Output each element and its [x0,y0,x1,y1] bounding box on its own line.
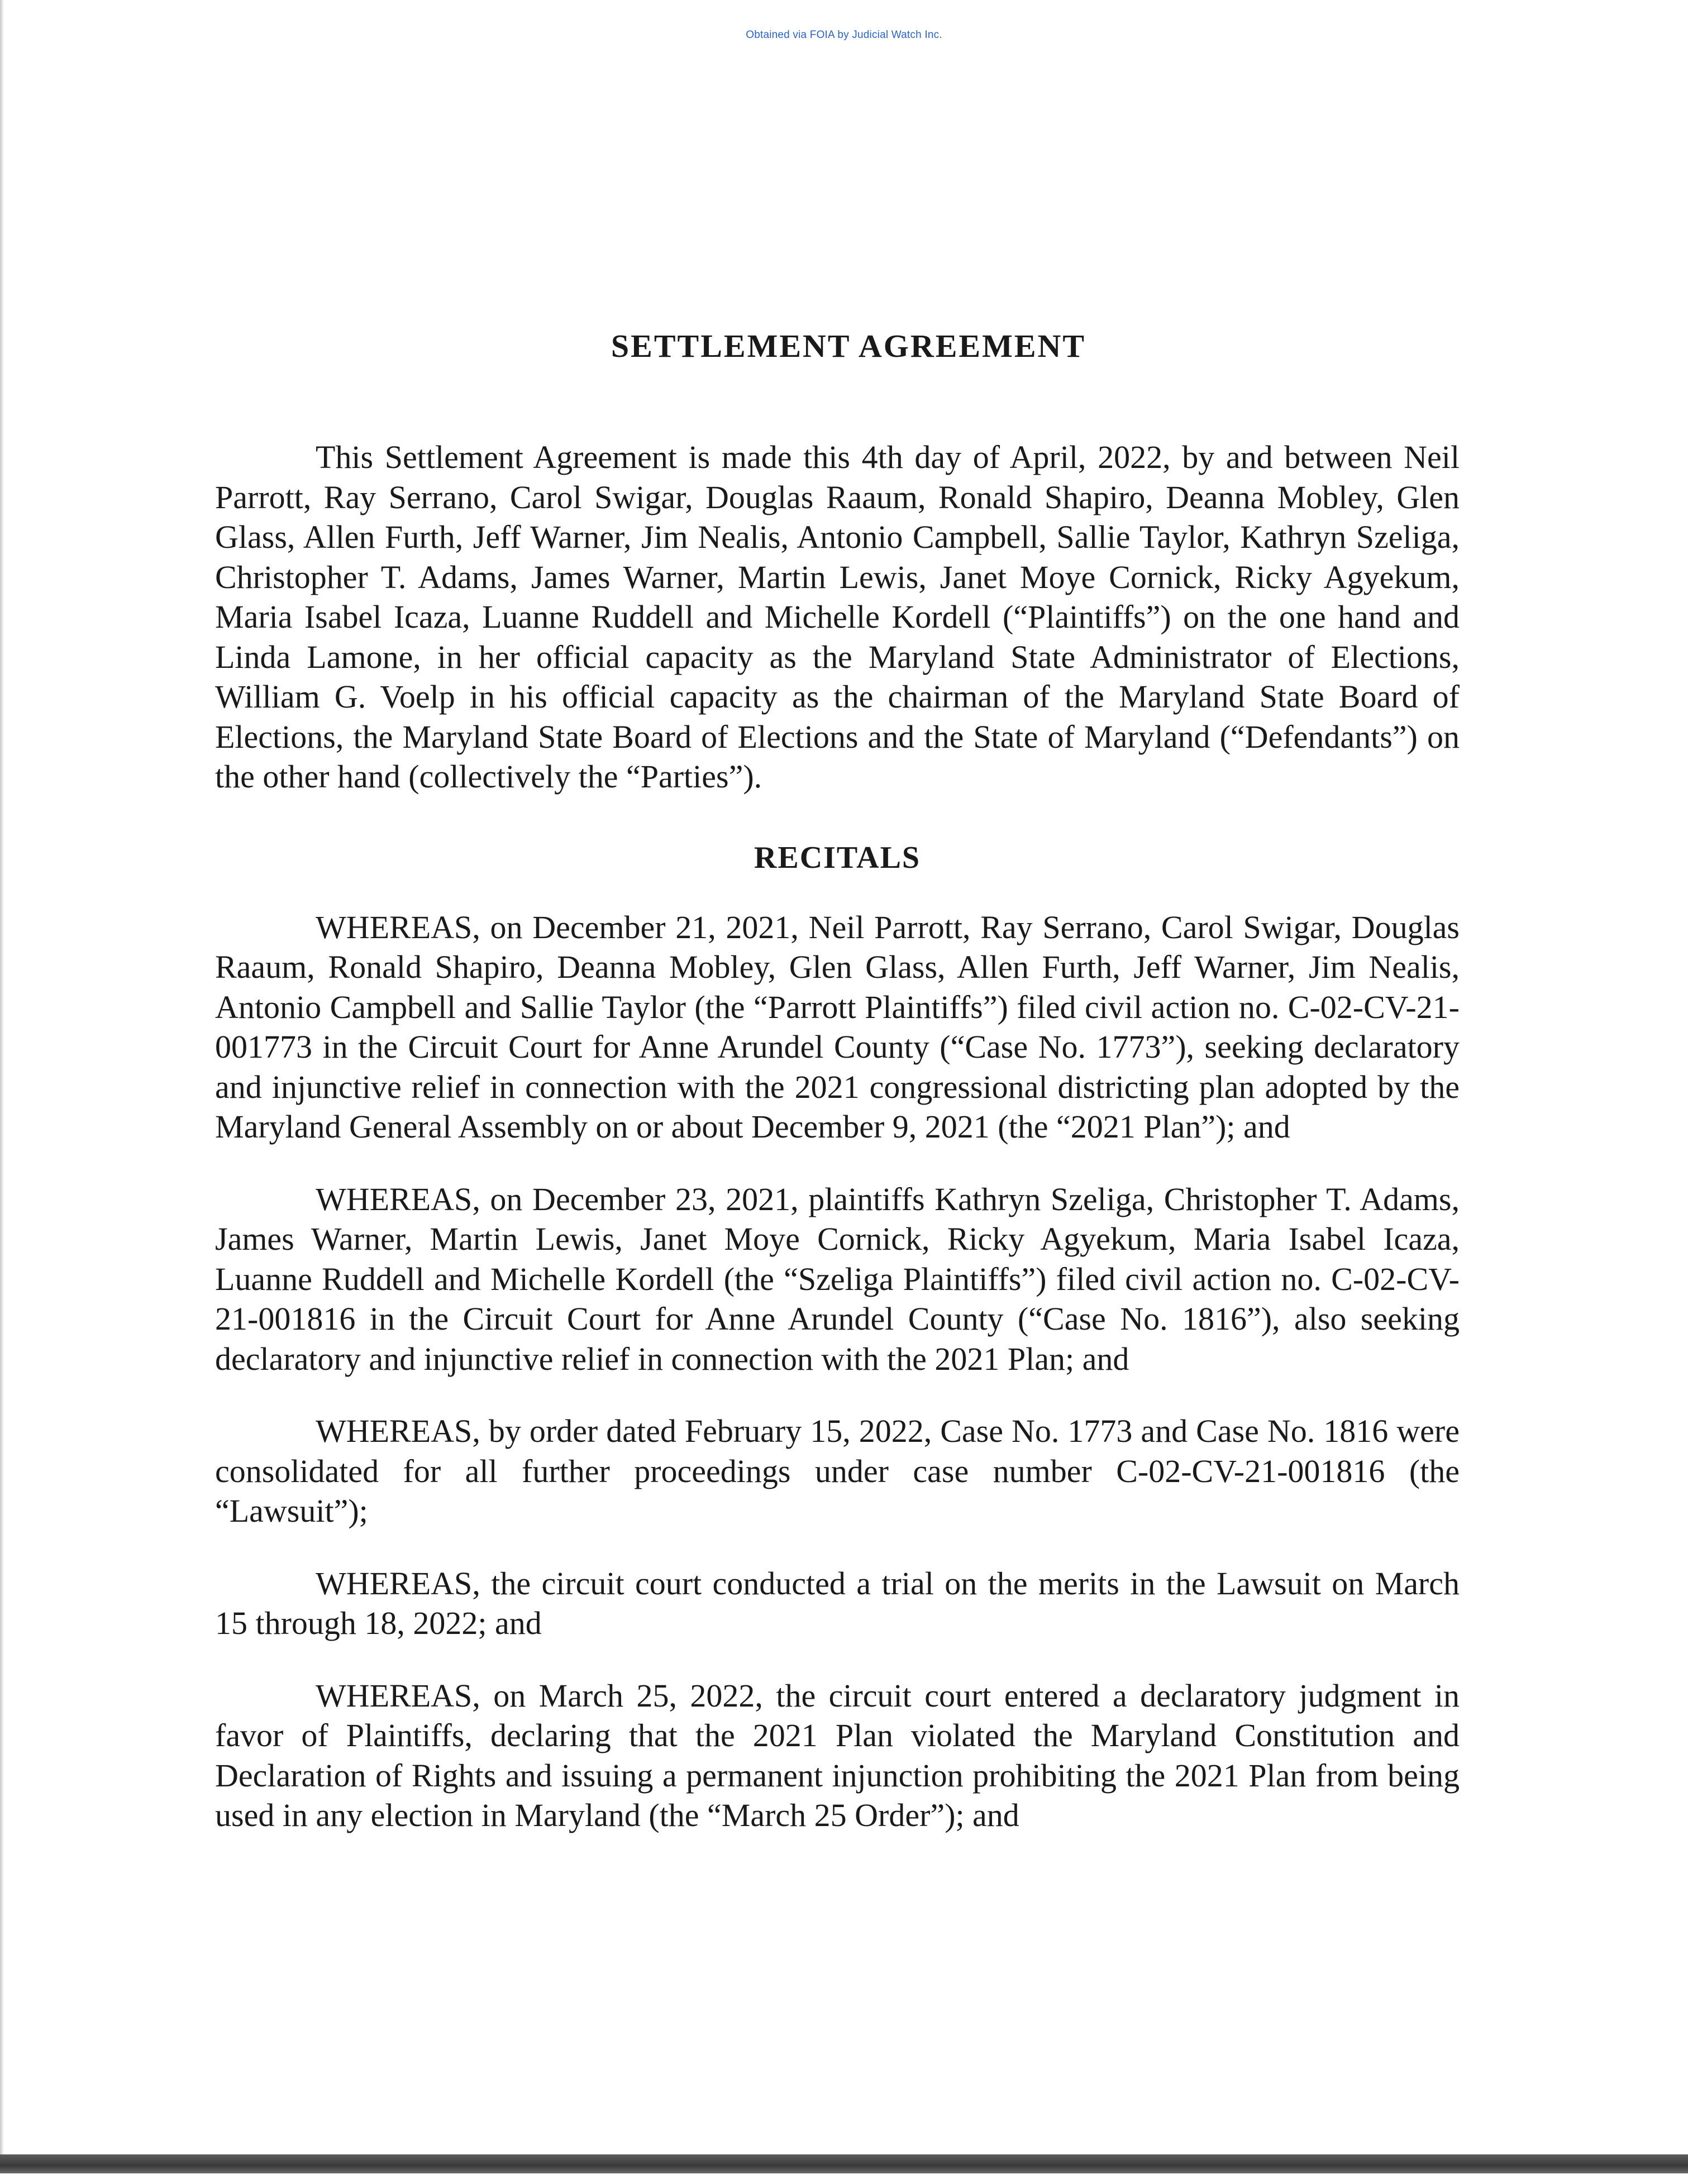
intro-paragraph: This Settlement Agreement is made this 4th day of April, 2022, by and between Neil Parrott, Ray Serrano, Carol Swigar, Douglas Raaum, Ronald Shapiro, Deanna Mobley, Glen Glass, Allen Furth, Jeff Warner, Jim Nealis, Antonio Campbell, Sallie Taylor, Kathryn Szeliga, Christopher T. Adams, James Warner, Martin Lewis, Janet Moye Cornick, Ricky Agyekum, Maria Isabel Icaza, Luanne Ruddell and Michelle Kordell (“Plaintiffs”) on the one hand and Linda Lamone, in her official capacity as the Maryland State Administrator of Elections, William G. Voelp in his official capacity as the chairman of the Maryland State Board of Elections, the Maryland State Board of Elections and the State of Maryland (“Defendants”) on the other hand (collectively the “Parties”). [215,439,1460,795]
recitals-heading: RECITALS [754,840,921,875]
recital-paragraph: WHEREAS, on December 21, 2021, Neil Parrott, Ray Serrano, Carol Swigar, Douglas Raaum, Ronald Shapiro, Deanna Mobley, Glen Glass, Allen Furth, Jeff Warner, Jim Nealis, Antonio Campbell and Sallie Taylor (the “Parrott Plaintiffs”) filed civil action no. C-02-CV-21-001773 in the Circuit Court for Anne Arundel County (“Case No. 1773”), seeking declaratory and injunctive relief in connection with the 2021 congressional districting plan adopted by the Maryland General Assembly on or about December 9, 2021 (the “2021 Plan”); and [215,909,1460,1145]
recital-paragraph: WHEREAS, by order dated February 15, 2022, Case No. 1773 and Case No. 1816 were consolidated for all further proceedings under case number C-02-CV-21-001816 (the “Lawsuit”); [215,1413,1460,1529]
scan-left-edge [0,0,3,2156]
recital-paragraph: WHEREAS, on March 25, 2022, the circuit court entered a declaratory judgment in favor of Plaintiffs, declaring that the 2021 Plan violated the Maryland Constitution and Declaration of Rights and issuing a permanent injunction prohibiting the 2021 Plan from being used in any election in Maryland (the “March 25 Order”); and [215,1677,1460,1833]
recital-paragraph: WHEREAS, on December 23, 2021, plaintiffs Kathryn Szeliga, Christopher T. Adams, James Warner, Martin Lewis, Janet Moye Cornick, Ricky Agyekum, Maria Isabel Icaza, Luanne Ruddell and Michelle Kordell (the “Szeliga Plaintiffs”) filed civil action no. C-02-CV-21-001816 in the Circuit Court for Anne Arundel County (“Case No. 1816”), also seeking declaratory and injunctive relief in connection with the 2021 Plan; and [215,1181,1460,1377]
recital-paragraph: WHEREAS, the circuit court conducted a trial on the merits in the Lawsuit on March 15 through 18, 2022; and [215,1565,1460,1641]
foia-watermark: Obtained via FOIA by Judicial Watch Inc. [746,29,942,41]
scan-bottom-edge [0,2154,1688,2173]
document-title: SETTLEMENT AGREEMENT [611,328,1086,364]
document-body [215,327,1460,1868]
